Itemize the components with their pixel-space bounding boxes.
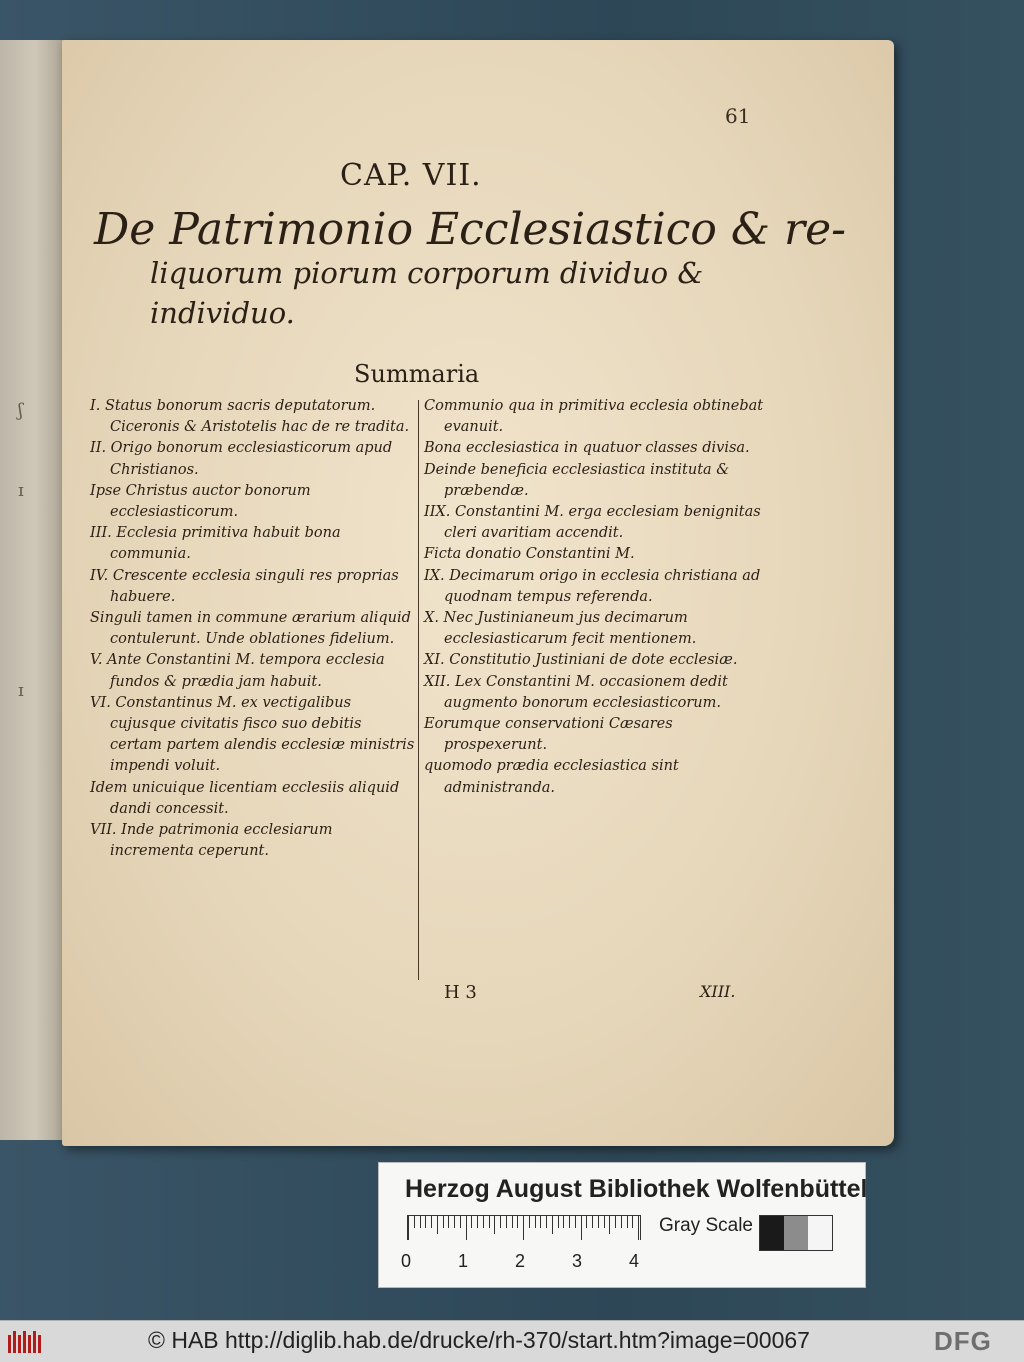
summary-entry: IX. Decimarum origo in ecclesia christiana ad quodnam tempus referenda. [424,567,761,605]
ruler-tick [489,1216,490,1228]
ruler-tick [408,1216,409,1240]
summary-entry: Eorumque conservationi Cæsares prospexerunt. [424,716,673,754]
ruler-tick [477,1216,478,1228]
ruler-tick [581,1216,582,1240]
summary-entry: Ficta donatio Constantini M. [424,546,635,563]
heading-line: liquorum piorum corporum dividuo & [150,256,704,290]
library-name: Herzog August Bibliothek Wolfenbüttel [405,1175,868,1203]
summary-title: Summaria [354,360,480,388]
summary-entry: IIX. Constantini M. erga ecclesiam benignitas cleri avaritiam accendit. [424,504,761,542]
ruler-label: 1 [458,1251,469,1271]
ruler-tick [552,1216,553,1234]
library-color-card [378,1162,866,1288]
ruler-label: 3 [572,1251,583,1271]
dfg-logo: DFG [934,1326,992,1356]
summary-entry: quomodo prædia ecclesiastica sint administranda. [424,758,679,796]
ruler-tick [621,1216,622,1228]
ruler-tick [569,1216,570,1228]
copyright-url[interactable]: © HAB http://diglib.hab.de/drucke/rh-370/start.htm?image=00067 [148,1327,810,1353]
ruler-tick [506,1216,507,1228]
grayscale-label: Gray Scale [659,1215,753,1236]
gray-swatch [760,1216,784,1250]
ruler-tick [558,1216,559,1228]
summary-entry: Singuli tamen in commune ærarium aliquid contulerunt. Unde oblationes fidelium. [90,610,411,648]
summary-entry: XI. Constitutio Justiniani de dote ecclesiæ. [424,652,738,669]
ruler-tick [460,1216,461,1228]
margin-glyph: ɪ [18,680,24,701]
ruler-tick [632,1216,633,1228]
ruler-tick [592,1216,593,1228]
gray-swatch [808,1216,832,1250]
summary-entry: XII. Lex Constantini M. occasionem dedit augmento bonorum ecclesiasticorum. [424,673,728,711]
summary-right-column [424,396,764,799]
ruler-tick [414,1216,415,1228]
ruler-tick [471,1216,472,1228]
ruler-tick [431,1216,432,1228]
summary-entry: V. Ante Constantini M. tempora ecclesia fundos & prædia jam habuit. [90,652,385,690]
ruler-tick [604,1216,605,1228]
catchword: XIII. [700,982,736,1001]
ruler-tick [546,1216,547,1228]
summary-entry: Ipse Christus auctor bonorum ecclesiasticorum. [90,482,311,521]
summary-entry: VII. Inde patrimonia ecclesiarum incrementa ceperunt. [90,822,333,860]
ruler-tick [598,1216,599,1228]
summary-entry: III. Ecclesia primitiva habuit bona communia. [90,525,341,563]
page-number: 61 [725,104,751,128]
ruler-tick [586,1216,587,1228]
ruler-tick [420,1216,421,1228]
summary-entry: Idem unicuique licentiam ecclesiis aliquid dandi concessit. [90,779,400,817]
margin-glyph: ɪ [18,480,24,501]
ruler-tick [454,1216,455,1228]
hab-logo-icon [6,1327,46,1357]
summary-entry: II. Origo bonorum ecclesiasticorum apud Christianos. [90,440,393,478]
ruler-tick [575,1216,576,1228]
ruler-tick [627,1216,628,1228]
summary-entry: VI. Constantinus M. ex vectigalibus cujusque civitatis fisco suo debitis certam partem alendis ecclesiæ ministris impendi voluit. [90,694,415,775]
ruler-tick [483,1216,484,1228]
signature-mark: H 3 [444,982,477,1003]
ruler-tick [609,1216,610,1234]
ruler-tick [529,1216,530,1228]
ruler-tick [512,1216,513,1228]
ruler-tick [425,1216,426,1228]
heading-line: De Patrimonio Ecclesiastico & re- [94,204,846,255]
gray-swatch [784,1216,808,1250]
ruler-tick [523,1216,524,1240]
ruler-tick [494,1216,495,1234]
heading-line: individuo. [150,296,295,330]
ruler-label: 4 [629,1251,640,1271]
ruler-tick [443,1216,444,1228]
chapter-title: CAP. VII. [340,158,482,193]
gray-scale-swatches [759,1215,833,1251]
footer-bar [0,1320,1024,1362]
summary-entry: I. Status bonorum sacris deputatorum. Ciceronis & Aristotelis hac de re tradita. [90,398,410,436]
scale-ruler [407,1215,641,1240]
ruler-labels [401,1251,651,1275]
ruler-tick [535,1216,536,1228]
column-divider [418,400,419,980]
summary-left-column [90,396,416,862]
ruler-label: 2 [515,1251,526,1271]
summary-entry: Communio qua in primitiva ecclesia obtinebat evanuit. [424,398,764,436]
ruler-tick [563,1216,564,1228]
summary-entry: IV. Crescente ecclesia singuli res proprias habuere. [90,567,399,605]
ruler-tick [638,1216,639,1240]
ruler-tick [500,1216,501,1228]
ruler-tick [466,1216,467,1240]
margin-glyph: ʃ [18,400,23,421]
summary-entry: Bona ecclesiastica in quatuor classes divisa. [424,440,750,457]
summary-entry: X. Nec Justinianeum jus decimarum ecclesiasticarum fecit mentionem. [424,610,697,648]
ruler-tick [448,1216,449,1228]
ruler-tick [540,1216,541,1228]
ruler-tick [437,1216,438,1234]
ruler-tick [517,1216,518,1228]
ruler-tick [615,1216,616,1228]
ruler-label: 0 [401,1251,412,1271]
summary-entry: Deinde beneficia ecclesiastica instituta & præbendæ. [424,461,730,499]
